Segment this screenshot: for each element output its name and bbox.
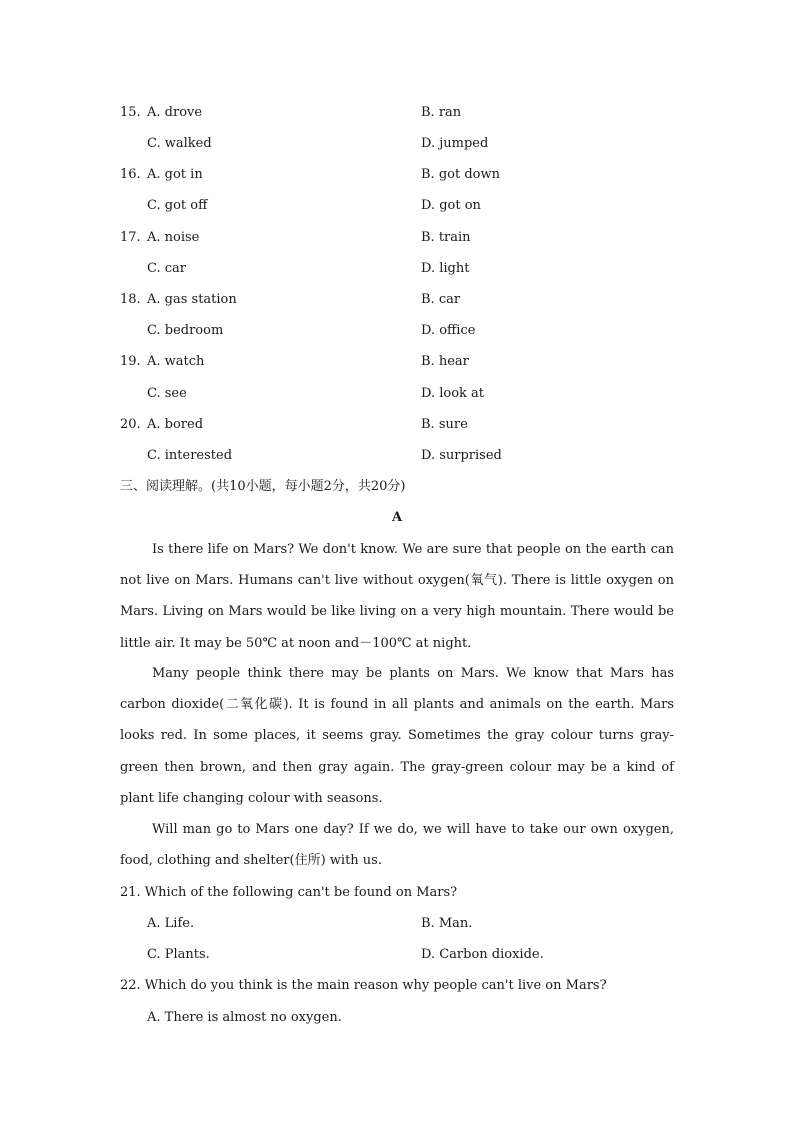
option-b: B. hear: [421, 354, 469, 369]
option-c: C. bedroom: [147, 323, 224, 338]
option-d: D. got on: [421, 198, 481, 213]
option-d: D. surprised: [421, 448, 502, 463]
passage-label: A: [391, 510, 403, 525]
passage-paragraph-1: Is there life on Mars? We don't know. We are sure that people on the earth can not live on Mars. Humans can't live without oxygen(氧气). There is little oxygen on Mars. Living on Mars would be like living on a very high mountain. There would be little air. It may be 50℃ at noon and－100℃ at night.: [120, 542, 674, 651]
option-a: A. Life.: [147, 916, 195, 931]
question-21-row-2: [120, 939, 680, 970]
option-a: A. gas station: [147, 292, 237, 307]
question-18-row-2: [120, 315, 680, 346]
question-19-row-1: [120, 346, 680, 377]
question-number: 20.: [120, 417, 141, 432]
option-d: D. look at: [421, 386, 485, 401]
option-a: A. bored: [147, 417, 204, 432]
option-a: A. noise: [147, 230, 200, 245]
option-d: D. light: [421, 261, 470, 276]
question-17-row-1: [120, 222, 680, 253]
question-22-stem: 22. Which do you think is the main reason why people can't live on Mars?: [120, 978, 607, 993]
option-c: C. walked: [147, 136, 212, 151]
option-b: B. train: [421, 230, 471, 245]
question-number: 17.: [120, 230, 141, 245]
question-number: 19.: [120, 354, 141, 369]
option-c: C. see: [147, 386, 187, 401]
option-b: B. sure: [421, 417, 468, 432]
option-a: A. got in: [147, 167, 203, 182]
question-15-row-1: [120, 97, 680, 128]
option-c: C. car: [147, 261, 186, 276]
option-a: A. There is almost no oxygen.: [147, 1010, 342, 1025]
option-d: D. office: [421, 323, 476, 338]
question-number: 15.: [120, 105, 141, 120]
question-21-row-1: [120, 908, 680, 939]
question-20-row-2: [120, 440, 680, 471]
passage-paragraph-2: Many people think there may be plants on Mars. We know that Mars has carbon dioxide(二氧化碳). It is found in all plants and animals on the earth. Mars looks red. In some places, it seems gray. Sometimes the gray colour turns gray-green then brown, and then gray again. The gray-green colour may be a kind of plant life changing colour with seasons.: [120, 666, 674, 806]
question-number: 18.: [120, 292, 141, 307]
question-16-row-2: [120, 190, 680, 221]
section-heading: 三、阅读理解。(共10小题，每小题2分，共20分): [120, 479, 406, 494]
option-b: B. car: [421, 292, 461, 307]
question-18-row-1: [120, 284, 680, 315]
option-a: A. watch: [147, 354, 205, 369]
question-21-stem: 21. Which of the following can't be found on Mars?: [120, 885, 458, 900]
option-b: B. ran: [421, 105, 462, 120]
option-d: D. Carbon dioxide.: [421, 947, 544, 962]
question-17-row-2: [120, 253, 680, 284]
option-c: C. got off: [147, 198, 208, 213]
question-22-row-1: [120, 1002, 680, 1033]
option-d: D. jumped: [421, 136, 489, 151]
option-c: C. Plants.: [147, 947, 210, 962]
option-b: B. Man.: [421, 916, 473, 931]
option-a: A. drove: [147, 105, 203, 120]
question-15-row-2: [120, 128, 680, 159]
passage-paragraph-3: Will man go to Mars one day? If we do, we will have to take our own oxygen, food, clothing and shelter(住所) with us.: [120, 822, 674, 869]
question-16-row-1: [120, 159, 680, 190]
option-c: C. interested: [147, 448, 233, 463]
question-19-row-2: [120, 378, 680, 409]
question-number: 16.: [120, 167, 141, 182]
question-20-row-1: [120, 409, 680, 440]
option-b: B. got down: [421, 167, 500, 182]
